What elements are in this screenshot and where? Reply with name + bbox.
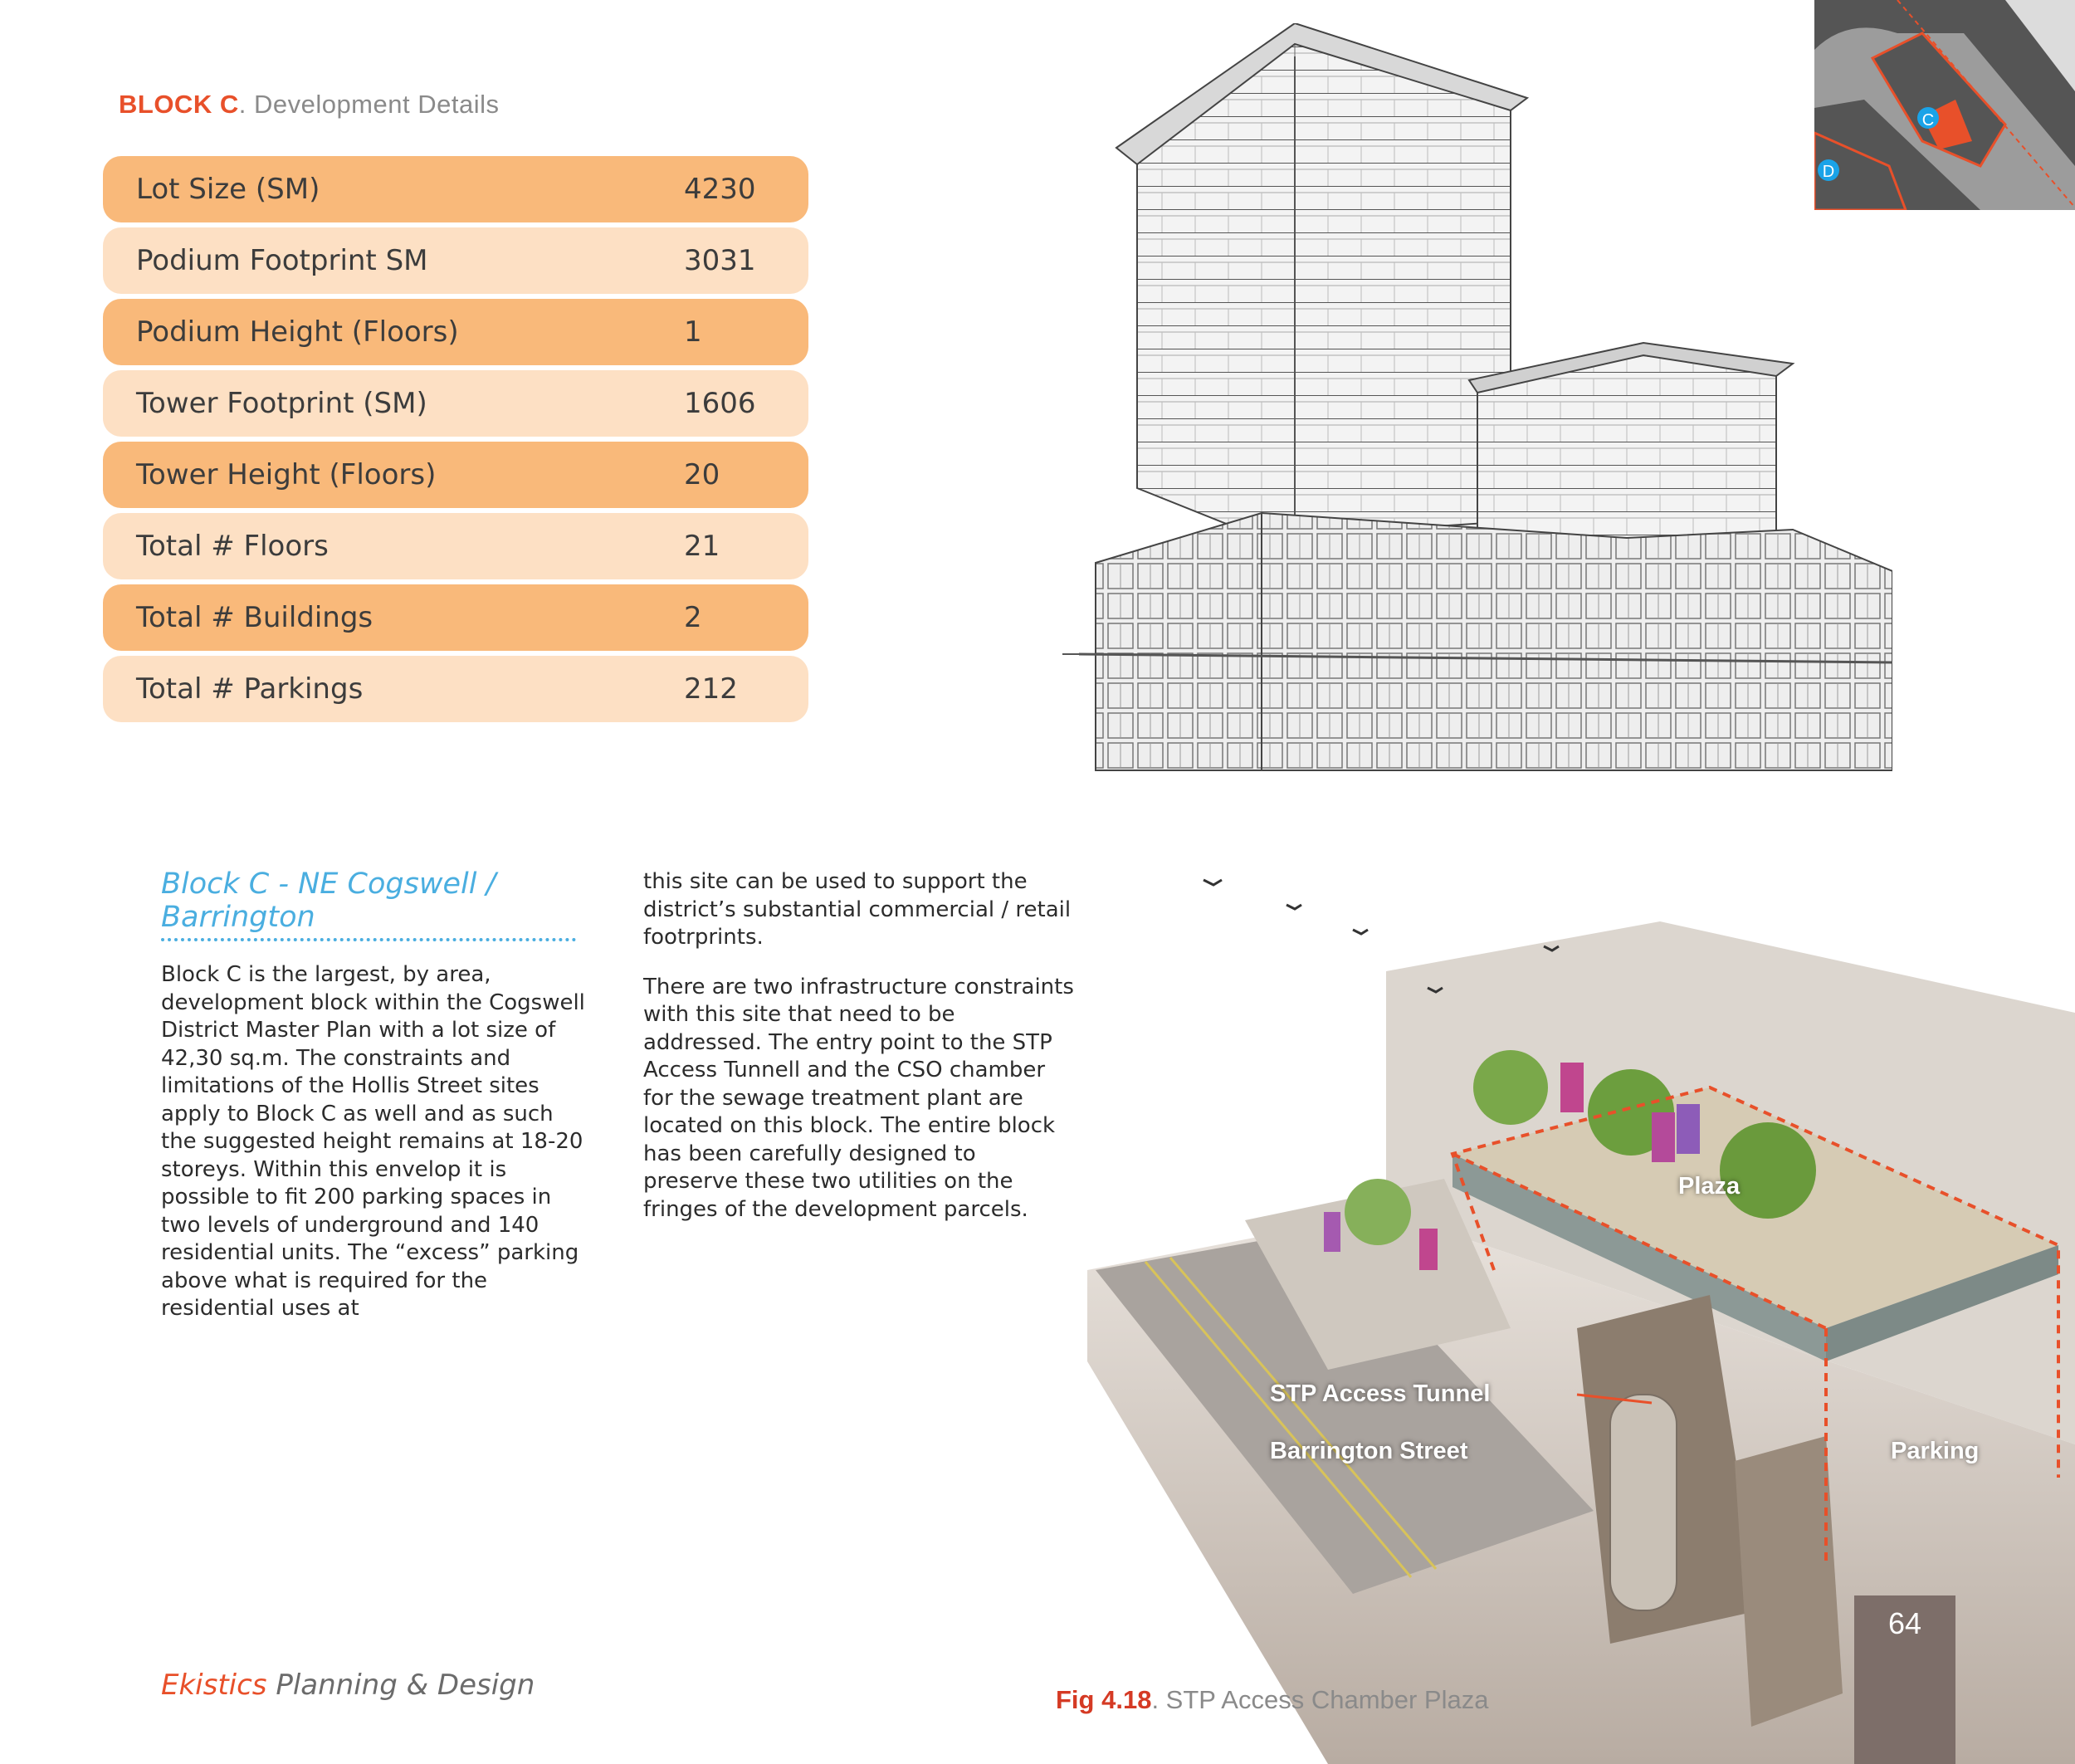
figure-tag: Fig 4.18 bbox=[1056, 1685, 1152, 1714]
map-marker-c: C bbox=[1921, 111, 1935, 129]
row-label: Lot Size (SM) bbox=[136, 173, 320, 206]
details-row bbox=[103, 370, 808, 437]
details-row bbox=[103, 156, 808, 222]
location-map bbox=[1814, 0, 2075, 210]
row-value: 1 bbox=[684, 315, 702, 349]
row-value: 212 bbox=[684, 672, 738, 706]
row-label: Tower Footprint (SM) bbox=[136, 387, 427, 420]
section-title: Block C - NE Cogswell / Barrington bbox=[161, 867, 496, 934]
block-tag: BLOCK C bbox=[119, 90, 239, 119]
body-paragraph: There are two infrastructure constraints with this site that need to be addressed. The entry point to the STP Access Tunnell and the CSO chamber for the sewage treatment plant are located on this block. The entire block has been carefully designed to preserve these two utilities on the fringes of the development parcels. bbox=[643, 974, 1074, 1222]
label-plaza: Plaza bbox=[1678, 1173, 1741, 1200]
label-stp-tunnel: STP Access Tunnel bbox=[1270, 1380, 1491, 1407]
map-marker-d: D bbox=[1822, 163, 1835, 181]
row-label: Tower Height (Floors) bbox=[136, 458, 437, 491]
figure-caption bbox=[1056, 1685, 1488, 1715]
building-sketch bbox=[1046, 23, 1892, 779]
row-label: Total # Parkings bbox=[136, 672, 364, 706]
body-column-2 bbox=[643, 868, 1075, 1245]
row-label: Total # Buildings bbox=[136, 601, 374, 634]
row-value: 4230 bbox=[684, 173, 756, 206]
row-value: 3031 bbox=[684, 244, 756, 277]
body-paragraph: this site can be used to support the district’s substantial commercial / retail footrprints. bbox=[643, 869, 1072, 950]
row-value: 2 bbox=[684, 601, 702, 634]
footer-brand-name: Ekistics bbox=[161, 1669, 267, 1702]
footer-brand-rest: Planning & Design bbox=[266, 1669, 535, 1702]
row-value: 1606 bbox=[684, 387, 756, 420]
details-row bbox=[103, 656, 808, 722]
details-row bbox=[103, 442, 808, 508]
label-barrington-street: Barrington Street bbox=[1270, 1438, 1468, 1464]
label-parking: Parking bbox=[1891, 1438, 1980, 1464]
details-row bbox=[103, 584, 808, 651]
row-value: 20 bbox=[684, 458, 720, 491]
details-row bbox=[103, 227, 808, 294]
section-divider bbox=[161, 938, 576, 941]
block-heading-text: . Development Details bbox=[238, 90, 500, 119]
body-column-1: Block C is the largest, by area, development block within the Cogswell District Master Plan with a lot size of 42,30 sq.m. The constraints and limitations of the Hollis Street sites apply to Block C as well and as such the suggested height remains at 18-20 storeys. Within this envelop it is possible to fit 200 parking spaces in two levels of underground and 140 residential units. The “excess” parking above what is required for the residential uses at bbox=[161, 962, 585, 1321]
page-number: 64 bbox=[1887, 1606, 1922, 1640]
row-label: Podium Height (Floors) bbox=[136, 315, 459, 349]
row-label: Total # Floors bbox=[136, 530, 329, 563]
block-heading bbox=[119, 90, 499, 120]
footer-brand bbox=[161, 1669, 535, 1702]
details-table bbox=[103, 156, 808, 727]
figure-caption-text: . STP Access Chamber Plaza bbox=[1151, 1685, 1489, 1714]
details-row bbox=[103, 299, 808, 365]
details-row bbox=[103, 513, 808, 579]
row-value: 21 bbox=[684, 530, 720, 563]
row-label: Podium Footprint SM bbox=[136, 244, 428, 277]
